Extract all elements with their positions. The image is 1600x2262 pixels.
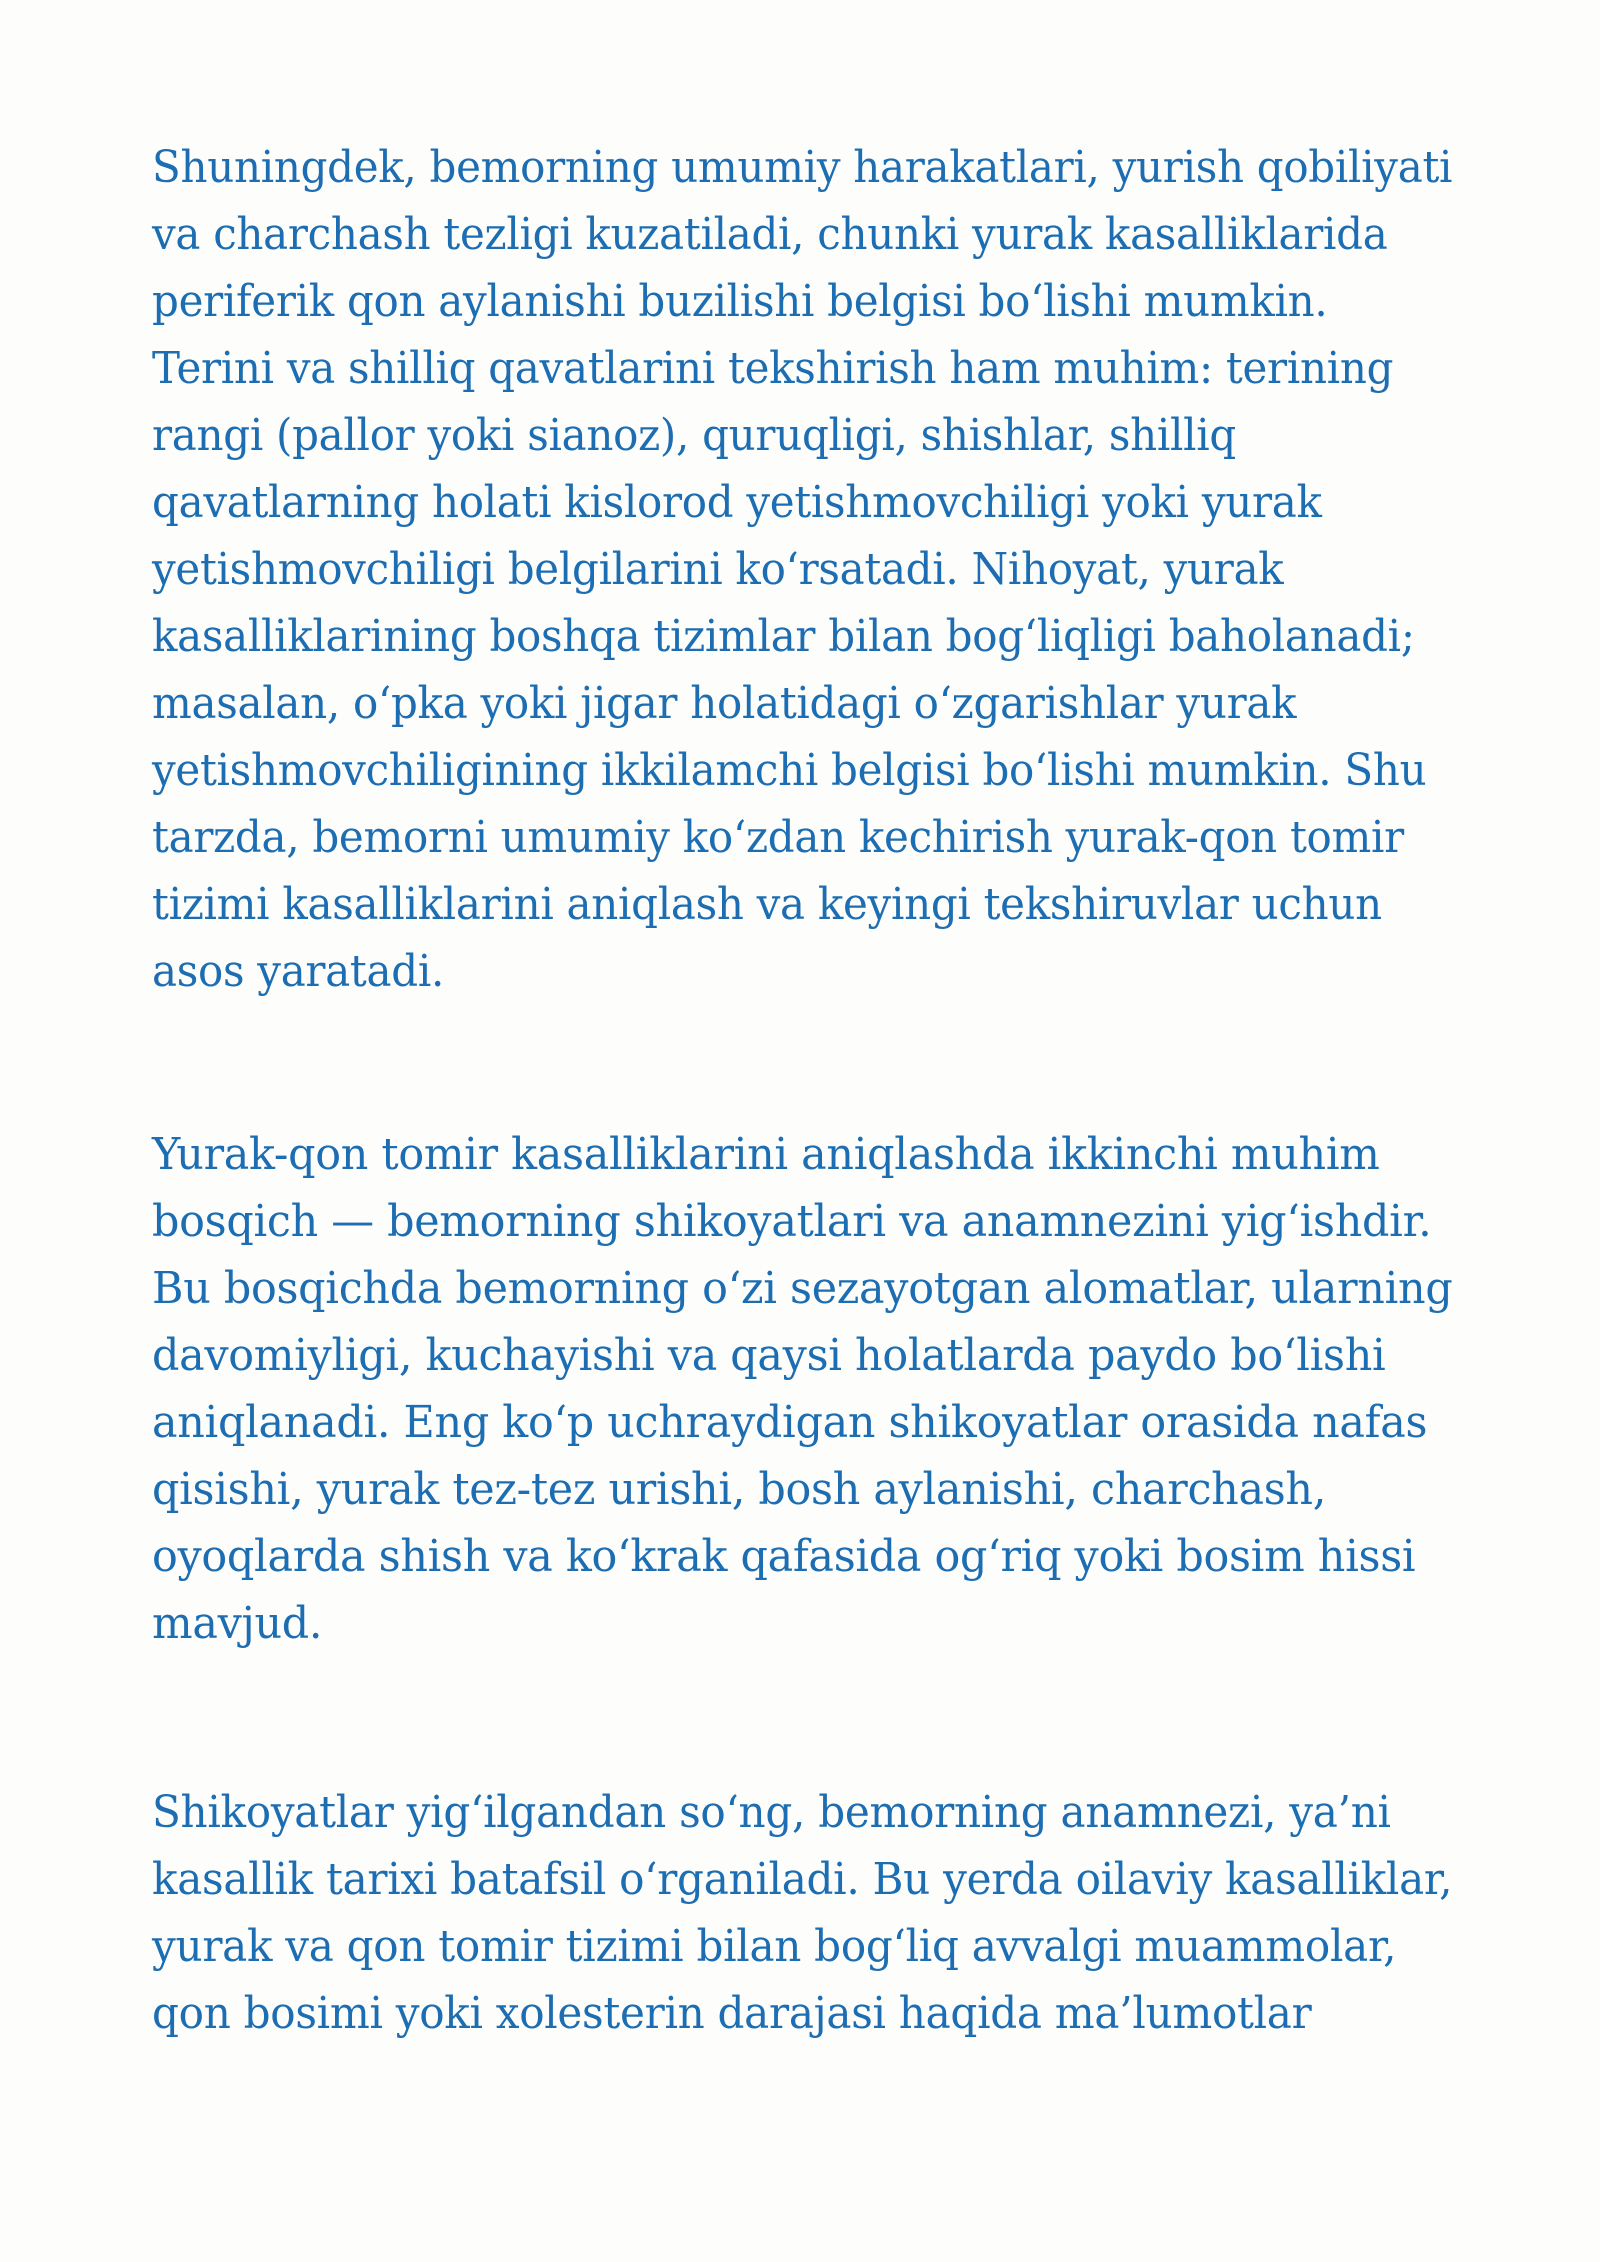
text-line: yurak va qon tomir tizimi bilan bog‘liq avvalgi muammolar,: [152, 1921, 1397, 1972]
text-line: periferik qon aylanishi buzilishi belgisi bo‘lishi mumkin.: [152, 276, 1328, 327]
text-line: Shuningdek, bemorning umumiy harakatlari, yurish qobiliyati: [152, 142, 1453, 193]
text-line: oyoqlarda shish va ko‘krak qafasida og‘riq yoki bosim hissi: [152, 1531, 1416, 1582]
text-line: qon bosimi yoki xolesterin darajasi haqida ma’lumotlar: [152, 1988, 1312, 2039]
text-line: Terini va shilliq qavatlarini tekshirish ham muhim: terining: [152, 343, 1394, 394]
text-line: mavjud.: [152, 1598, 323, 1649]
text-line: davomiyligi, kuchayishi va qaysi holatlarda paydo bo‘lishi: [152, 1330, 1386, 1381]
text-line: aniqlanadi. Eng ko‘p uchraydigan shikoyatlar orasida nafas: [152, 1397, 1428, 1448]
text-line: yetishmovchiligi belgilarini ko‘rsatadi. Nihoyat, yurak: [152, 544, 1284, 595]
text-line: asos yaratadi.: [152, 946, 445, 997]
text-line: Shikoyatlar yig‘ilgandan so‘ng, bemorning anamnezi, ya’ni: [152, 1787, 1391, 1838]
text-line: rangi (pallor yoki sianoz), quruqligi, shishlar, shilliq: [152, 410, 1237, 461]
paragraph-medical-history: [152, 1779, 1511, 2047]
text-line: bosqich — bemorning shikoyatlari va anamnezini yig‘ishdir.: [152, 1196, 1432, 1247]
text-line: tizimi kasalliklarini aniqlash va keyingi tekshiruvlar uchun: [152, 879, 1382, 930]
text-line: yetishmovchiligining ikkilamchi belgisi bo‘lishi mumkin. Shu: [152, 745, 1427, 796]
text-line: qavatlarning holati kislorod yetishmovchiligi yoki yurak: [152, 477, 1322, 528]
text-line: Bu bosqichda bemorning o‘zi sezayotgan alomatlar, ularning: [152, 1263, 1453, 1314]
text-line: kasalliklarining boshqa tizimlar bilan bog‘liqligi baholanadi;: [152, 611, 1415, 662]
text-line: tarzda, bemorni umumiy ko‘zdan kechirish yurak-qon tomir: [152, 812, 1404, 863]
text-line: qisishi, yurak tez-tez urishi, bosh aylanishi, charchash,: [152, 1464, 1327, 1515]
text-line: kasallik tarixi batafsil o‘rganiladi. Bu yerda oilaviy kasalliklar,: [152, 1854, 1453, 1905]
paragraph-complaints-anamnesis: [152, 1121, 1487, 1657]
paragraph-general-examination: [152, 134, 1515, 1005]
text-line: va charchash tezligi kuzatiladi, chunki yurak kasalliklarida: [152, 209, 1388, 260]
text-line: Yurak-qon tomir kasalliklarini aniqlashda ikkinchi muhim: [152, 1129, 1380, 1180]
text-line: masalan, o‘pka yoki jigar holatidagi o‘zgarishlar yurak: [152, 678, 1297, 729]
